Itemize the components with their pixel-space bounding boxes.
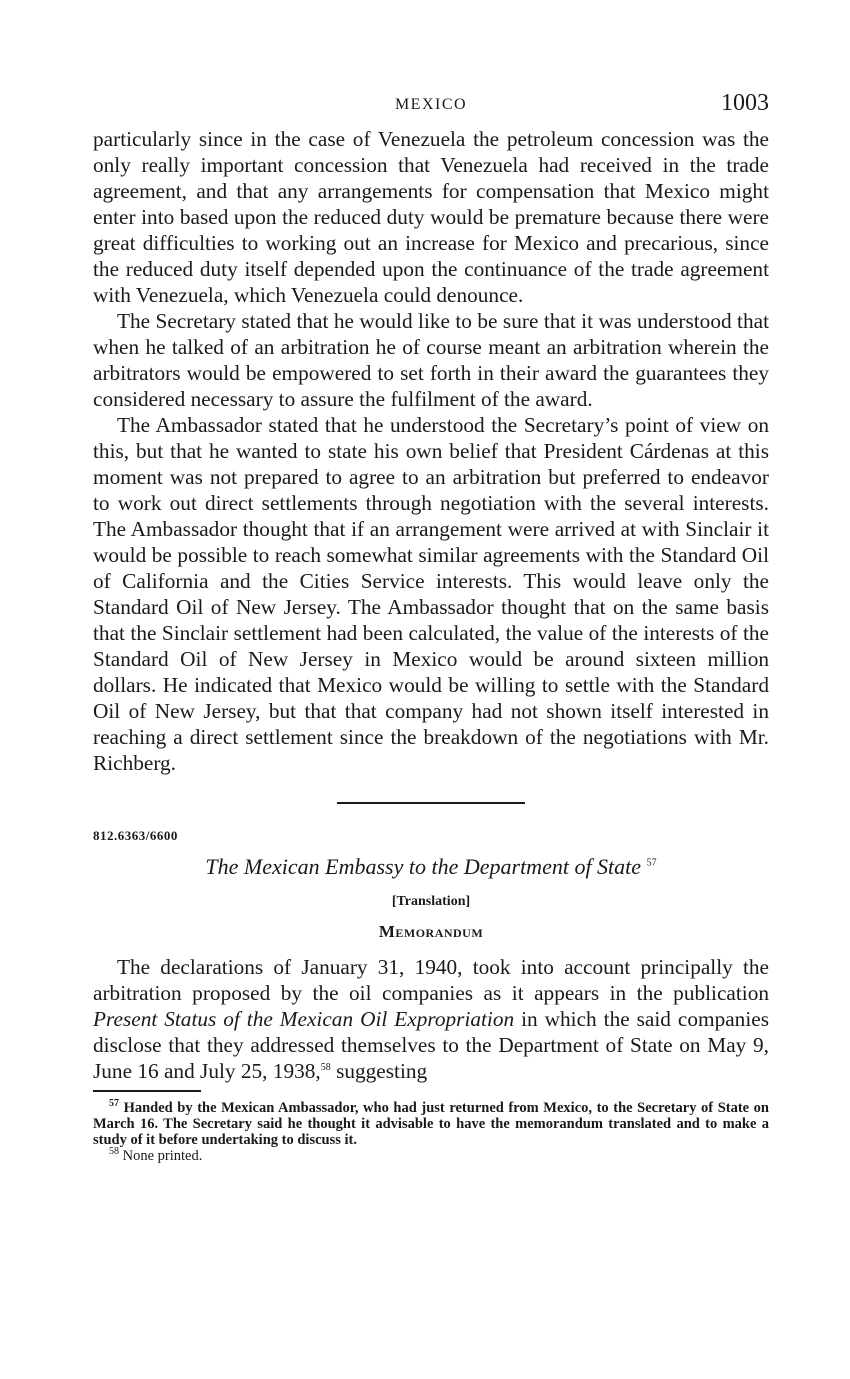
memo-text-3: suggesting xyxy=(336,1059,428,1083)
memorandum-label: Memorandum xyxy=(378,922,484,941)
footnote-mark-58: 58 xyxy=(109,1145,119,1157)
memo-text-1: The declarations of January 31, 1940, took into account principally the arbitration proposed by the oil companies as it appears in the publication xyxy=(93,955,769,1005)
footnote-ref-58: 58 xyxy=(320,1061,331,1073)
publication-title: Present Status of the Mexican Oil Expropriation xyxy=(93,1007,515,1031)
memorandum-paragraph xyxy=(93,954,769,1084)
paragraph-secretary: The Secretary stated that he would like to be sure that it was understood that when he talked of an arbitration he of course meant an arbitration wherein the arbitrators would be empowered to set forth in their award the guarantees they considered necessary to assure the fulfilment of the award. xyxy=(93,309,769,411)
running-header xyxy=(93,90,769,126)
footnote-57-text: Handed by the Mexican Ambassador, who had just returned from Mexico, to the Secretary of State on March 16. The Secretary said he thought it advisable to have the memorandum translated and to make a study of it before undertaking to discuss it. xyxy=(93,1099,769,1148)
page-number: 1003 xyxy=(721,90,769,116)
footnote-57 xyxy=(93,1097,769,1148)
footnote-divider xyxy=(93,1090,201,1092)
document-page xyxy=(93,90,769,1164)
file-number: 812.6363/6600 xyxy=(93,828,178,843)
paragraph-ambassador: The Ambassador stated that he understood the Secretary’s point of view on this, but that he wanted to state his own belief that President Cárdenas at this moment was not prepared to agree to an arbitration but preferred to endeavor to work out direct settlements through negotiation with the several interests. The Ambassador thought that if an arrangement were arrived at with Sinclair it would be possible to reach somewhat similar agreements with the Standard Oil of California and the Cities Service interests. This would leave only the Standard Oil of New Jersey. The Ambassador thought that on the same basis that the Sinclair settlement had been calculated, the value of the interests of the Standard Oil of New Jersey in Mexico would be around sixteen million dollars. He indicated that Mexico would be willing to settle with the Standard Oil of New Jersey, but that that company had not shown itself interested in reaching a direct settlement since the breakdown of the negotiations with Mr. Richberg. xyxy=(93,413,769,775)
footnote-58-text: None printed. xyxy=(122,1147,203,1164)
translation-label: [Translation] xyxy=(391,894,471,909)
running-title: MEXICO xyxy=(394,96,468,113)
document-title-text: The Mexican Embassy to the Department of State xyxy=(205,854,642,879)
document-title xyxy=(93,852,769,882)
memo-text-2: in which the said companies disclose that they addressed themselves to the Department of State on May 9, June 16 and July 25, 1938, xyxy=(93,1007,769,1083)
paragraph-continued: particularly since in the case of Venezuela the petroleum concession was the only really important concession that Venezuela had received in the trade agreement, and that any arrangements for compensation that Mexico might enter into based upon the reduced duty would be premature because there were great difficulties to working out an increase for Mexico and precarious, since the reduced duty itself depended upon the continuance of the trade agreement with Venezuela, which Venezuela could denounce. xyxy=(93,127,769,307)
footnote-mark-57: 57 xyxy=(109,1097,119,1109)
memorandum-heading xyxy=(93,922,769,942)
footnote-ref-57: 57 xyxy=(646,857,657,869)
section-divider xyxy=(337,802,525,804)
footnote-58 xyxy=(93,1145,769,1164)
